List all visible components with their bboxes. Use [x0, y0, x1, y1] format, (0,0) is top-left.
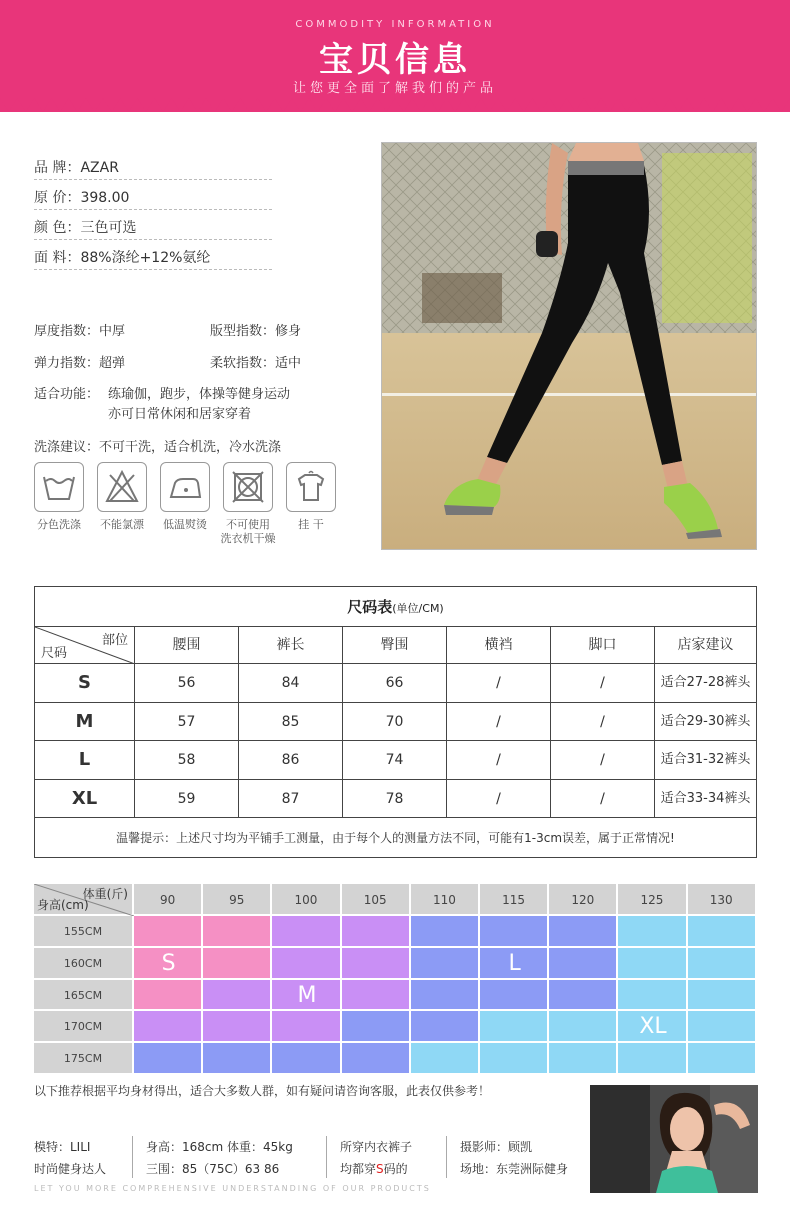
product-photo	[381, 142, 757, 550]
size-table-corner	[35, 627, 135, 664]
soft-index	[210, 352, 301, 371]
hw-zone-cell	[134, 916, 203, 948]
hw-zone-cell	[618, 916, 687, 948]
price-value: 398.00	[80, 190, 130, 206]
color-value: 三色可选	[80, 220, 137, 236]
hw-zone-cell	[134, 1011, 203, 1043]
size-table-cell: 适合33-34裤头	[655, 780, 756, 819]
wash-label-4b: 洗衣机干燥	[220, 532, 276, 545]
hw-zone-cell	[342, 948, 411, 980]
hw-weight-header: 105	[342, 884, 411, 916]
hang-dry-icon	[286, 462, 336, 512]
hw-zone-cell	[342, 1011, 411, 1043]
hw-zone-label: L	[508, 950, 521, 976]
size-label-cell: M	[35, 703, 135, 742]
size-table-header: 臀围	[343, 627, 447, 664]
hw-corner	[34, 884, 134, 916]
price-label: 原 价：	[34, 190, 81, 206]
function-line-1: 练瑜伽，跑步，体操等健身运动	[108, 387, 291, 402]
size-label-cell: S	[35, 664, 135, 703]
hw-zone-cell	[272, 1043, 341, 1075]
size-table-header: 脚口	[551, 627, 655, 664]
size-table-cell: 58	[135, 741, 239, 780]
model-measure: 三围：85（75C）63 86	[146, 1162, 280, 1176]
hw-zone-cell	[203, 1043, 272, 1075]
hw-weight-header: 110	[411, 884, 480, 916]
size-table-cell: 74	[343, 741, 447, 780]
model-height: 身高：168cm 体重：45kg	[146, 1140, 293, 1154]
hw-zone-label: M	[297, 982, 317, 1008]
model-photo	[590, 1085, 758, 1193]
hw-zone-cell	[549, 1043, 618, 1075]
size-table-cell: 86	[239, 741, 343, 780]
hw-zone-cell	[411, 916, 480, 948]
fabric-value: 88%涤纶+12%氨纶	[80, 250, 211, 266]
hw-zone-cell	[549, 1011, 618, 1043]
model-wear-size: S	[376, 1162, 384, 1176]
model-title: 时尚健身达人	[34, 1162, 107, 1176]
size-table-cell: 85	[239, 703, 343, 742]
fit-value: 修身	[275, 324, 302, 339]
hw-zone-cell	[618, 948, 687, 980]
hw-zone-cell	[411, 980, 480, 1012]
size-table-header: 横裆	[447, 627, 551, 664]
banner-title: 宝贝信息	[319, 40, 471, 80]
wash-advice	[34, 436, 281, 455]
size-table-cell: /	[551, 741, 655, 780]
hw-zone-cell	[203, 980, 272, 1012]
size-table-cell: 适合27-28裤头	[655, 664, 756, 703]
size-table-cell: /	[447, 741, 551, 780]
fit-index	[210, 320, 301, 339]
hw-zone-cell	[134, 980, 203, 1012]
hw-height-header: 175CM	[34, 1043, 134, 1075]
wash-basin-icon	[34, 462, 84, 512]
hw-zone-cell	[342, 1043, 411, 1075]
fit-label: 版型指数：	[210, 324, 276, 339]
hw-zone-cell	[480, 980, 549, 1012]
soft-label: 柔软指数：	[210, 356, 276, 371]
corner-bottom-label: 尺码	[41, 646, 68, 661]
size-table-cell: /	[551, 664, 655, 703]
size-table-unit: (单位/CM)	[392, 602, 444, 615]
hw-zone-cell	[342, 916, 411, 948]
hw-zone-cell	[411, 1011, 480, 1043]
size-table-cell: 适合29-30裤头	[655, 703, 756, 742]
hw-height-header: 165CM	[34, 980, 134, 1012]
banner-english-title: COMMODITY INFORMATION	[295, 19, 495, 30]
wash-advice-label: 洗涤建议：	[34, 440, 100, 455]
size-table-cell: /	[447, 780, 551, 819]
hw-zone-cell	[688, 916, 757, 948]
hw-zone-label: S	[161, 950, 176, 976]
hw-weight-header: 130	[688, 884, 757, 916]
thickness-index	[34, 320, 125, 339]
hw-height-header: 155CM	[34, 916, 134, 948]
hw-zone-cell	[272, 948, 341, 980]
corner-top-label: 部位	[101, 633, 128, 648]
wash-label-4a: 不可使用	[226, 518, 270, 531]
size-table-cell: 57	[135, 703, 239, 742]
hw-zone-cell	[272, 1011, 341, 1043]
hw-zone-cell	[134, 1043, 203, 1075]
model-wear-2a: 均都穿	[340, 1162, 377, 1176]
hw-zone-cell	[618, 980, 687, 1012]
wash-label-2: 不能氯漂	[100, 518, 144, 531]
footer-english: LET YOU MORE COMPREHENSIVE UNDERSTANDING OF OUR PRODUCTS	[34, 1184, 431, 1193]
elastic-index	[34, 352, 125, 371]
hw-height-header: 160CM	[34, 948, 134, 980]
hw-zone-label: XL	[639, 1014, 667, 1040]
brand-line	[34, 158, 272, 180]
hw-weight-header: 90	[134, 884, 203, 916]
low-iron-icon	[160, 462, 210, 512]
wash-label-3: 低温熨烫	[163, 518, 207, 531]
hw-zone-cell	[480, 1043, 549, 1075]
function-line-2: 亦可日常休闲和居家穿着	[108, 407, 252, 422]
hw-zone-cell	[549, 948, 618, 980]
size-table-cell: 84	[239, 664, 343, 703]
price-line	[34, 188, 272, 210]
hw-weight-header: 125	[618, 884, 687, 916]
size-table-header: 腰围	[135, 627, 239, 664]
hw-height-header: 170CM	[34, 1011, 134, 1043]
size-label-cell: XL	[35, 780, 135, 819]
hw-zone-cell	[342, 980, 411, 1012]
size-table-cell: 59	[135, 780, 239, 819]
wash-label-1: 分色洗涤	[37, 518, 81, 531]
hw-zone-cell	[688, 980, 757, 1012]
hw-weight-axis-label: 体重(斤)	[82, 887, 128, 901]
hw-zone-cell	[549, 980, 618, 1012]
size-table-cell: /	[551, 780, 655, 819]
hw-zone-cell	[411, 1043, 480, 1075]
size-table-header: 店家建议	[655, 627, 756, 664]
hw-height-axis-label: 身高(cm)	[37, 898, 89, 912]
brand-label: 品 牌：	[34, 160, 81, 176]
size-table-cell: 87	[239, 780, 343, 819]
hw-weight-header: 115	[480, 884, 549, 916]
hw-zone-cell	[618, 1043, 687, 1075]
wash-label-5: 挂 干	[298, 518, 324, 531]
size-table-cell: /	[447, 703, 551, 742]
hw-zone-cell	[203, 948, 272, 980]
size-table-cell: /	[447, 664, 551, 703]
thickness-value: 中厚	[99, 324, 126, 339]
size-table-title-text: 尺码表	[347, 598, 393, 616]
fabric-line	[34, 248, 272, 270]
model-wear-2	[340, 1160, 408, 1177]
model-name: 模特：LILI	[34, 1140, 91, 1154]
size-table-cell: /	[551, 703, 655, 742]
photographer: 摄影师：顾凯	[460, 1140, 533, 1154]
size-table-cell: 适合31-32裤头	[655, 741, 756, 780]
hw-zone-cell	[688, 1043, 757, 1075]
height-weight-chart	[34, 884, 757, 1075]
wash-advice-value: 不可干洗，适合机洗，冷水洗涤	[99, 440, 282, 455]
function-label: 适合功能：	[34, 387, 100, 402]
size-label-cell: L	[35, 741, 135, 780]
size-table-cell: 66	[343, 664, 447, 703]
recommend-note: 以下推荐根据平均身材得出，适合大多数人群，如有疑问请咨询客服，此表仅供参考！	[34, 1084, 491, 1098]
divider-3	[446, 1136, 447, 1178]
elastic-label: 弹力指数：	[34, 356, 100, 371]
color-label: 颜 色：	[34, 220, 81, 236]
venue: 场地：东莞洲际健身	[460, 1162, 569, 1176]
size-table-cell: 78	[343, 780, 447, 819]
hw-zone-cell	[480, 916, 549, 948]
hw-weight-header: 120	[549, 884, 618, 916]
hw-weight-header: 95	[203, 884, 272, 916]
hw-zone-cell	[688, 1011, 757, 1043]
hw-zone-cell	[411, 948, 480, 980]
size-table-note: 温馨提示：上述尺寸均为平铺手工测量，由于每个人的测量方法不同，可能有1-3cm误差，属于正常情况!	[116, 831, 675, 845]
model-wear-1: 所穿内衣裤子	[340, 1140, 413, 1154]
divider-2	[326, 1136, 327, 1178]
hw-zone-cell	[480, 1011, 549, 1043]
size-table-cell: 70	[343, 703, 447, 742]
size-table	[34, 586, 757, 858]
divider-1	[132, 1136, 133, 1178]
soft-value: 适中	[275, 356, 302, 371]
elastic-value: 超弹	[99, 356, 126, 371]
model-wear-2c: 码的	[383, 1162, 408, 1176]
thickness-label: 厚度指数：	[34, 324, 100, 339]
size-table-header: 裤长	[239, 627, 343, 664]
brand-value: AZAR	[80, 160, 119, 176]
banner-zigzag-edge	[0, 98, 790, 114]
banner-subtitle: 让您更全面了解我们的产品	[292, 81, 497, 96]
no-tumble-dry-icon	[223, 462, 273, 512]
fabric-label: 面 料：	[34, 250, 81, 266]
hw-zone-cell	[203, 916, 272, 948]
hw-zone-cell	[272, 916, 341, 948]
no-bleach-icon	[97, 462, 147, 512]
size-table-title	[35, 587, 756, 627]
color-line	[34, 218, 272, 240]
hw-weight-header: 100	[272, 884, 341, 916]
hw-zone-cell	[688, 948, 757, 980]
hw-zone-cell	[549, 916, 618, 948]
hw-zone-cell	[203, 1011, 272, 1043]
size-table-cell: 56	[135, 664, 239, 703]
